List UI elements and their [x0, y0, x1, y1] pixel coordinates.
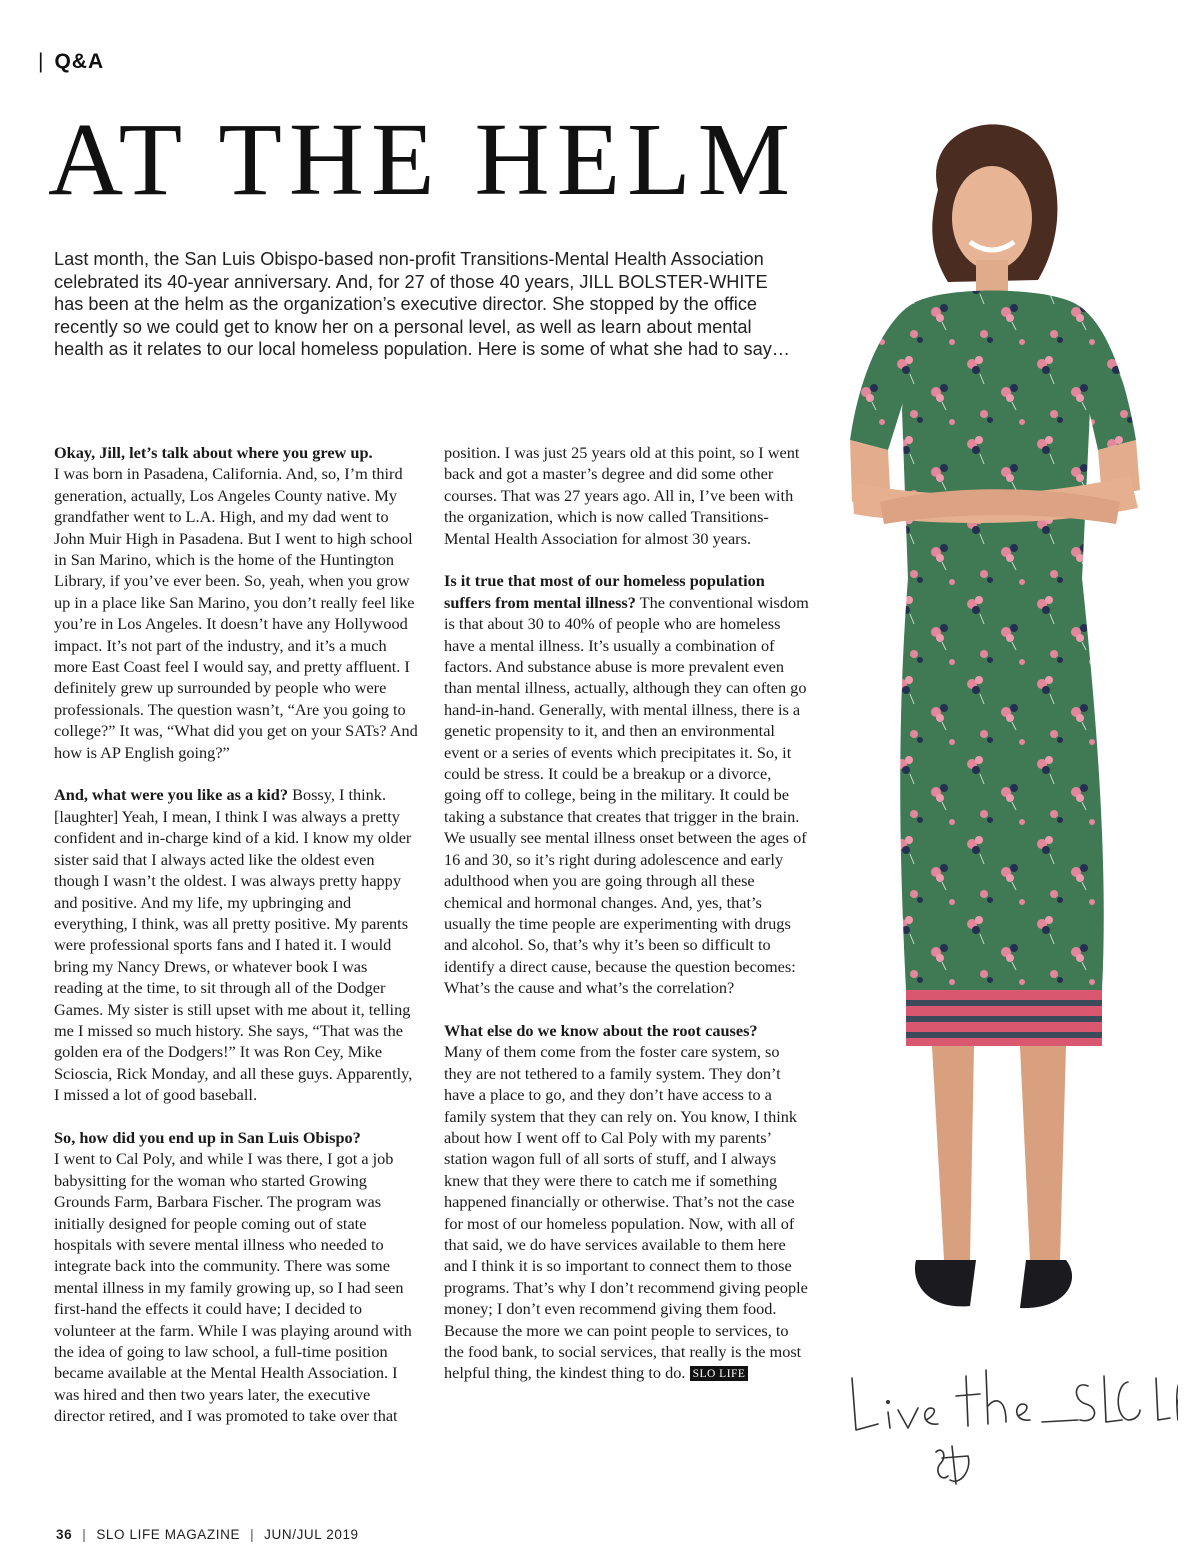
- handwritten-signature: [838, 1360, 1178, 1510]
- article-title: AT THE HELM: [48, 102, 798, 217]
- qa-block: [54, 784, 420, 1105]
- qa-block: [444, 570, 810, 998]
- question-text: Okay, Jill, let’s talk about where you grew up.: [54, 443, 373, 462]
- end-mark: SLO LIFE: [690, 1366, 749, 1381]
- page-footer: [56, 1527, 359, 1542]
- question-text: Is it true that most of our homeless population suffers from mental illness?: [444, 571, 765, 612]
- answer-continuation: position. I was just 25 years old at this point, so I went back and got a master’s degree and did some other courses. That was 27 years ago. All in, I’ve been with the organization, which is now called Transitions-Mental Health Association for almost 30 years.: [444, 443, 800, 548]
- publication-name: SLO LIFE MAGAZINE: [96, 1527, 241, 1542]
- portrait-photo: [820, 110, 1170, 1350]
- footer-divider: |: [250, 1527, 255, 1542]
- answer-text: Many of them come from the foster care system, so they are not tethered to a family system. They don’t have a place to go, and they don’t have access to a family system that they can rely on. You know, I think about how I went off to Cal Poly with my parents’ station wagon full of all sorts of stuff, and I always knew that they were there to catch me if something happened financially or otherwise. That’s not the case for most of our homeless population. Now, with all of that said, we do have services available to them here and I think it is so important to connect them to those programs. That’s why I don’t recommend giving people money; I don’t even recommend giving them food. Because the more we can point people to services, to the food bank, to social services, that really is the most helpful thing, the kindest thing to do.: [444, 1042, 808, 1383]
- article-column-left: [54, 442, 420, 1448]
- section-tag: [38, 50, 104, 74]
- page-number: 36: [56, 1527, 73, 1542]
- answer-text: Bossy, I think. [laughter] Yeah, I mean, I think I was always a pretty confident and in-charge kind of a kid. I know my older sister said that I always acted like the oldest even though I wasn’t the oldest. I was always pretty happy and positive. And my life, my upbringing and everything, I think, was all pretty positive. My parents were professional sports fans and I hated it. I would bring my Nancy Drews, or whatever book I was reading at the time, to sit through all of the Dodger Games. My sister is still upset with me about it, telling me I missed so much history. She says, “That was the golden era of the Dodgers!” It was Ron Cey, Mike Scioscia, Rick Monday, and all these guys. Apparently, I missed a lot of good baseball.: [54, 785, 413, 1105]
- article-intro: Last month, the San Luis Obispo-based non-profit Transitions-Mental Health Association celebrated its 40-year anniversary. And, for 27 of those 40 years, JILL BOLSTER-WHITE has been at the helm as the organization’s executive director. She stopped by the office recently so we could get to know her on a personal level, as well as learn about mental health as it relates to our local homeless population. Here is some of what she had to say…: [54, 249, 790, 359]
- question-text: What else do we know about the root causes?: [444, 1020, 758, 1040]
- article-column-middle: [444, 442, 810, 1405]
- answer-text: I went to Cal Poly, and while I was there, I got a job babysitting for the woman who started Growing Grounds Farm, Barbara Fischer. The program was initially designed for people coming out of state hospitals with severe mental illness who needed to integrate back into the community. There was some mental illness in my family growing up, so I had seen first-hand the effects it could have; I decided to volunteer at the farm. While I was playing around with the idea of going to law school, a full-time position became available at the Mental Health Association. I was hired and then two years later, the executive director retired, and I was promoted to take over that: [54, 1149, 412, 1426]
- question-text: And, what were you like as a kid?: [54, 785, 289, 805]
- section-label: Q&A: [54, 50, 105, 73]
- section-divider: |: [38, 50, 45, 73]
- answer-text: I was born in Pasadena, California. And, so, I’m third generation, actually, Los Angeles County native. My grandfather went to L.A. High, and my dad went to John Muir High in Pasadena. But I went to high school in San Marino, which is the home of the Huntington Library, if you’ve ever been. So, yeah, when you grow up in a place like San Marino, you don’t really feel like you’re in Los Angeles. It doesn’t have any Hollywood impact. It’s not part of the industry, and it’s a much more East Coast feel I would say, and pretty affluent. I definitely grew up surrounded by people who were professionals. The question wasn’t, “Are you going to college?” It was, “What did you get on your SATs? And how is AP English going?”: [54, 464, 418, 762]
- qa-block: [54, 1127, 420, 1427]
- question-text: So, how did you end up in San Luis Obispo?: [54, 1127, 361, 1147]
- footer-divider: |: [82, 1527, 87, 1542]
- answer-text: The conventional wisdom is that about 30 to 40% of people who are homeless have a mental illness. It’s usually a combination of factors. And substance abuse is more prevalent even than mental illness, actually, although they can often go hand-in-hand. Generally, with mental illness, there is a genetic propensity to it, and then an environmental event or a series of events which precipitates it. So, it could be stress. It could be a breakup or a divorce, going off to college, being in the military. It could be taking a substance that creates that trigger in the brain. We usually see mental illness onset between the ages of 16 and 30, so it’s right during adolescence and early adulthood when you are going through all these chemical and hormonal changes. And, yes, that’s usually the time people are experimenting with drugs and alcohol. So, that’s why it’s been so difficult to identify a direct cause, because the question becomes: What’s the cause and what’s the correlation?: [444, 592, 809, 998]
- issue-date: JUN/JUL 2019: [264, 1527, 359, 1542]
- qa-block: [444, 1020, 810, 1384]
- qa-block: [54, 442, 420, 763]
